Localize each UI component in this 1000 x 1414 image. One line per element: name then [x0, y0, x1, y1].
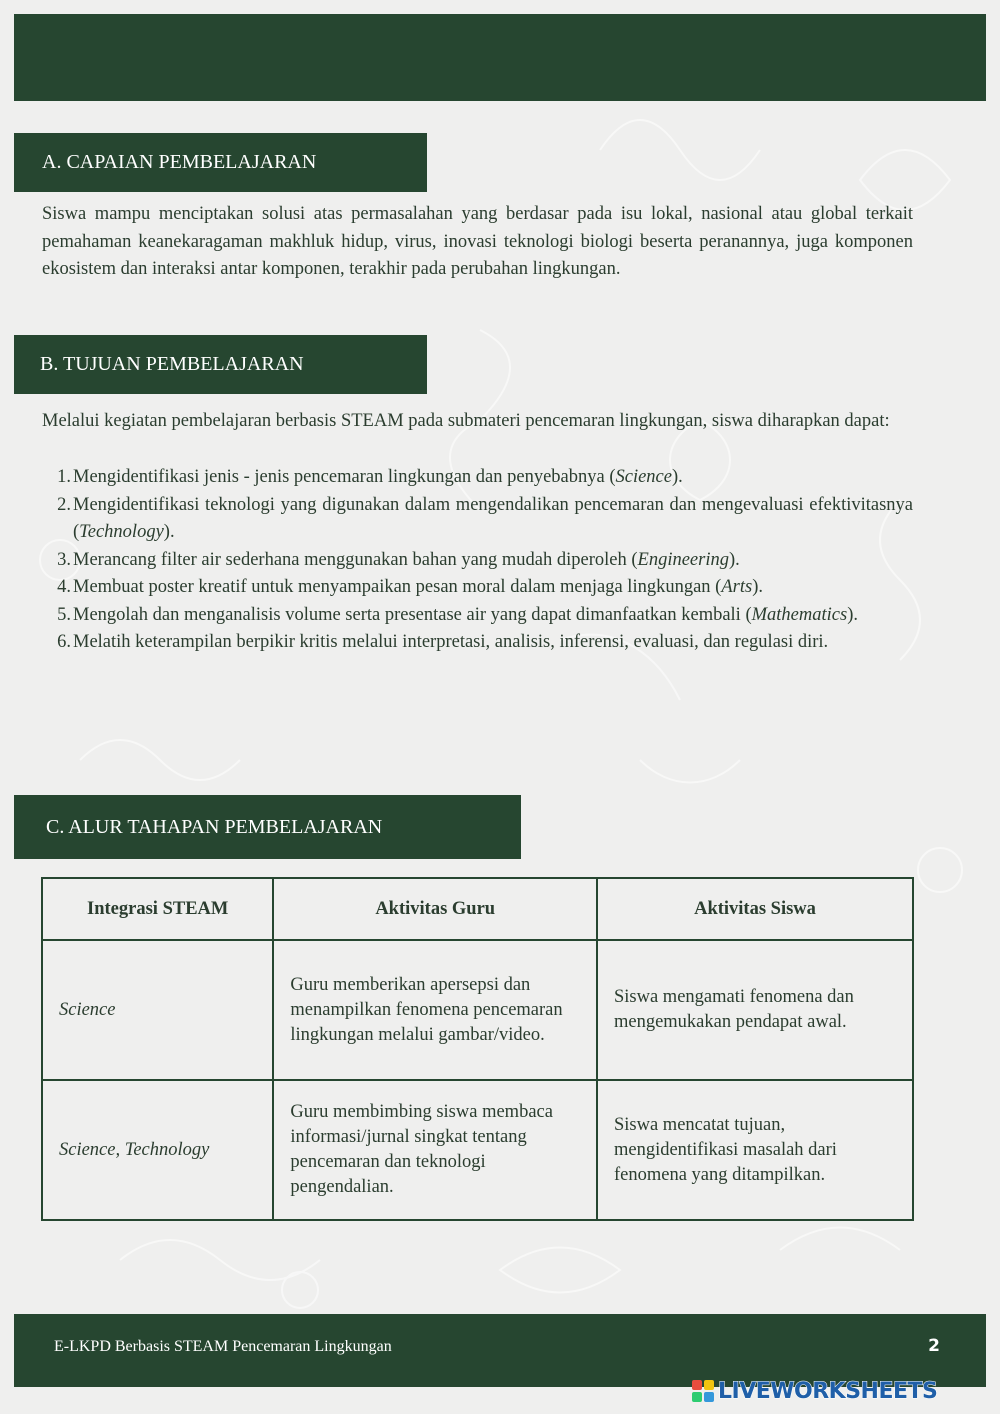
- table-row: [42, 940, 913, 1080]
- cell-guru: Guru membimbing siswa membaca informasi/jurnal singkat tentang pencemaran dan teknologi pengendalian.: [273, 1080, 597, 1220]
- section-a-text: Siswa mampu menciptakan solusi atas permasalahan yang berdasar pada isu lokal, nasional atau global terkait pemahaman keanekaragaman makhluk hidup, virus, inovasi teknologi biologi beserta peranannya, juga komponen ekosistem dan interaksi antar komponen, terakhir pada perubahan lingkungan.: [42, 204, 913, 279]
- section-b-title: B. TUJUAN PEMBELAJARAN: [40, 353, 304, 375]
- goal-item: [42, 602, 913, 630]
- page-number: 2: [928, 1336, 940, 1356]
- top-header-bar: [14, 14, 986, 101]
- goal-number: 3.: [57, 549, 71, 570]
- goal-number: 1.: [57, 467, 71, 487]
- goal-item: [42, 464, 913, 492]
- section-a-title: A. CAPAIAN PEMBELAJARAN: [42, 151, 317, 173]
- section-a-header: [14, 133, 427, 192]
- cell-integrasi: Science: [42, 940, 273, 1080]
- goal-number: 5.: [57, 604, 71, 625]
- goal-steam-tag: Arts: [721, 577, 753, 597]
- goal-text-end: ).: [672, 467, 683, 487]
- table-header-row: [42, 878, 913, 940]
- goal-number: 6.: [57, 632, 71, 652]
- goal-text-end: ).: [847, 604, 858, 625]
- cell-integrasi: Science, Technology: [42, 1080, 273, 1220]
- goal-steam-tag: Science: [615, 467, 672, 487]
- cell-siswa: Siswa mengamati fenomena dan mengemukakan pendapat awal.: [597, 940, 913, 1080]
- cell-siswa: Siswa mencatat tujuan, mengidentifikasi masalah dari fenomena yang ditampilkan.: [597, 1080, 913, 1220]
- goal-text-end: ).: [728, 549, 740, 570]
- goal-text: Membuat poster kreatif untuk menyampaikan pesan moral dalam menjaga lingkungan (: [73, 577, 722, 597]
- goal-item: [42, 629, 913, 657]
- column-header-guru: Aktivitas Guru: [273, 878, 597, 940]
- liveworksheets-text: LIVEWORKSHEETS: [718, 1378, 938, 1404]
- goal-item: [42, 547, 913, 575]
- footer-bar: [14, 1314, 986, 1387]
- goal-text: Mengolah dan menganalisis volume serta presentase air yang dapat dimanfaatkan kembali (: [73, 604, 752, 625]
- goal-item: [42, 492, 913, 547]
- goal-number: 2.: [57, 494, 71, 515]
- column-header-siswa: Aktivitas Siswa: [597, 878, 913, 940]
- footer-title: E-LKPD Berbasis STEAM Pencemaran Lingkungan: [54, 1338, 392, 1355]
- goal-text-end: ).: [752, 577, 763, 597]
- goal-steam-tag: Technology: [79, 522, 164, 542]
- goal-text: Merancang filter air sederhana menggunakan bahan yang mudah diperoleh (: [73, 549, 638, 570]
- goal-text: Mengidentifikasi teknologi yang digunakan dalam mengendalikan pencemaran dan mengevaluasi efektivitasnya (: [73, 494, 913, 542]
- learning-flow-table: [41, 877, 914, 1221]
- goal-number: 4.: [57, 577, 71, 597]
- liveworksheets-icon: [692, 1380, 714, 1402]
- learning-goals-list: [42, 464, 913, 657]
- goal-text-end: ).: [163, 522, 175, 542]
- cell-guru: Guru memberikan apersepsi dan menampilkan fenomena pencemaran lingkungan melalui gambar/video.: [273, 940, 597, 1080]
- column-header-integrasi: Integrasi STEAM: [42, 878, 273, 940]
- section-c-title: C. ALUR TAHAPAN PEMBELAJARAN: [46, 815, 383, 838]
- goal-steam-tag: Mathematics: [751, 604, 848, 625]
- goal-text: Mengidentifikasi jenis - jenis pencemaran lingkungan dan penyebabnya (: [73, 467, 616, 487]
- section-b-intro: Melalui kegiatan pembelajaran berbasis STEAM pada submateri pencemaran lingkungan, siswa diharapkan dapat:: [42, 411, 890, 431]
- liveworksheets-logo: [692, 1378, 937, 1404]
- section-b-header: [14, 335, 427, 394]
- section-c-header: [14, 795, 521, 859]
- goal-item: [42, 574, 913, 602]
- goal-steam-tag: Engineering: [637, 549, 729, 570]
- table-row: [42, 1080, 913, 1220]
- goal-text: Melatih keterampilan berpikir kritis melalui interpretasi, analisis, inferensi, evaluasi, dan regulasi diri.: [73, 632, 829, 652]
